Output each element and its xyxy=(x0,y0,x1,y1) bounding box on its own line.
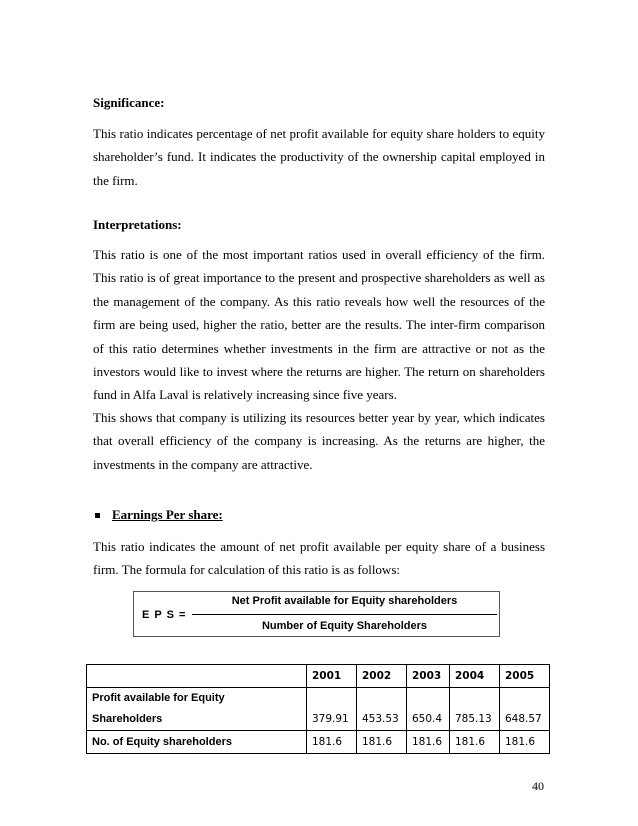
formula-denominator: Number of Equity Shareholders xyxy=(261,620,428,632)
interpretations-paragraph-2: This shows that company is utilizing its resources better year by year, which indicates that overall efficiency of the company is increasing. As the returns are higher, the investments in the company are attractive. xyxy=(93,410,545,472)
eps-paragraph: This ratio indicates the amount of net profit available per equity share of a business firm. The formula for calculation of this ratio is as follows: xyxy=(93,539,545,578)
table-cell: 181.6 xyxy=(449,731,499,754)
row-label: Shareholders xyxy=(87,708,307,731)
eps-formula-box xyxy=(133,591,500,637)
table-row xyxy=(87,688,550,709)
table-cell: 648.57 xyxy=(499,708,549,731)
significance-paragraph: This ratio indicates percentage of net profit available for equity share holders to equity shareholder’s fund. It indicates the productivity of the ownership capital employed in the firm. xyxy=(93,126,545,188)
table-corner-cell xyxy=(87,665,307,688)
significance-heading: Significance: xyxy=(93,95,165,110)
table-cell: 785.13 xyxy=(449,708,499,731)
eps-heading xyxy=(93,507,223,523)
year-header: 2002 xyxy=(357,665,407,688)
year-header: 2003 xyxy=(407,665,450,688)
square-bullet-icon xyxy=(95,513,100,518)
row-label: No. of Equity shareholders xyxy=(87,731,307,754)
table-cell: 379.91 xyxy=(307,708,357,731)
table-row xyxy=(87,708,550,731)
row-label: Profit available for Equity xyxy=(87,688,307,709)
fraction-line xyxy=(192,614,497,615)
formula-lhs: E P S = xyxy=(142,609,187,621)
table-cell: 181.6 xyxy=(357,731,407,754)
table-cell: 181.6 xyxy=(499,731,549,754)
formula-numerator: Net Profit available for Equity shareholders xyxy=(231,595,458,607)
year-header: 2005 xyxy=(499,665,549,688)
year-header: 2001 xyxy=(307,665,357,688)
eps-heading-text: Earnings Per share: xyxy=(112,507,223,522)
table-cell: 650.4 xyxy=(407,708,450,731)
table-cell: 181.6 xyxy=(407,731,450,754)
table-cell: 453.53 xyxy=(357,708,407,731)
page-number: 40 xyxy=(532,779,544,793)
interpretations-heading: Interpretations: xyxy=(93,217,182,232)
eps-data-table xyxy=(86,664,550,754)
year-header: 2004 xyxy=(449,665,499,688)
table-cell: 181.6 xyxy=(307,731,357,754)
table-row xyxy=(87,731,550,754)
interpretations-paragraph-1: This ratio is one of the most important ratios used in overall efficiency of the firm. This ratio is of great importance to the present and prospective shareholders as well as the management of the company. As this ratio reveals how well the resources of the firm are being used, higher the ratio, better are the results. The inter-firm comparison of this ratio determines whether investments in the firm are attractive or not as the investors would like to invest where the returns are higher. The return on shareholders fund in Alfa Laval is relatively increasing since five years. xyxy=(93,247,545,403)
table-header-row xyxy=(87,665,550,688)
